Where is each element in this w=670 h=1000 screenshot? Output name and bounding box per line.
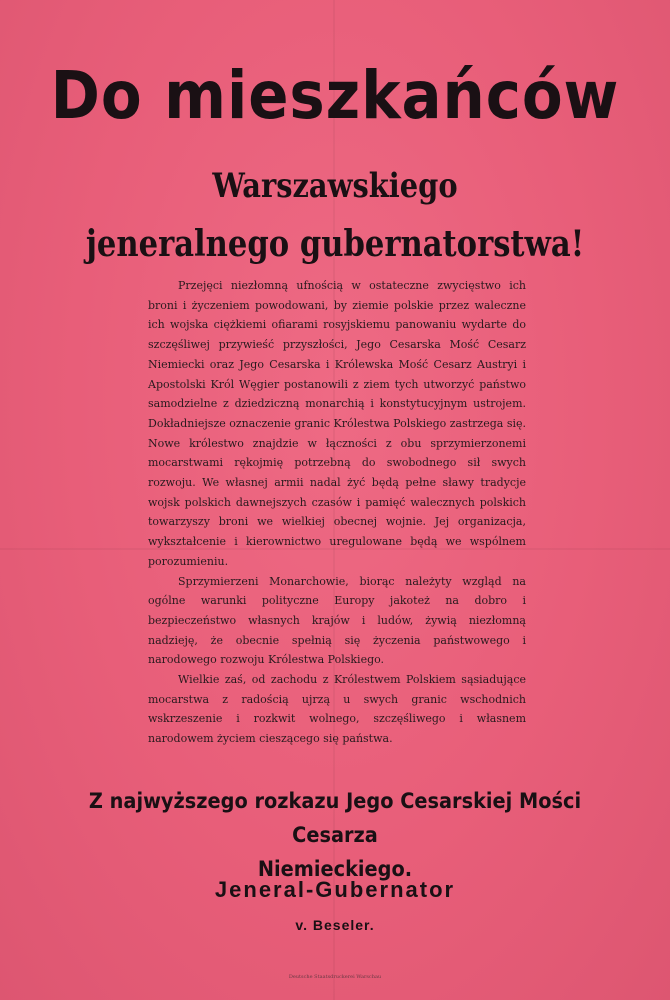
poster-subtitle-line1: Warszawskiego (212, 166, 458, 206)
signature-name: v. Beseler. (295, 917, 375, 933)
decree-line-1: Z najwyższego rozkazu Jego Cesarskiej Mości Cesarza (88, 789, 582, 847)
poster-title: Do mieszkańców (50, 57, 620, 134)
decree-line-2: Niemieckiego. (257, 857, 413, 881)
body-paragraph-3: Wielkie zaś, od zachodu z Królestwem Polskiem sąsiadujące mocarstwa z radością ujrzą u swych granic wschodnich wskrzeszenie i rozkwit wolnego, szczęśliwego i własnem narodowem życiem cieszącego się państwa. (148, 673, 526, 746)
body-paragraph-1: Przejęci niezłomną ufnością w ostateczne zwycięstwo ich broni i życzeniem powodowani, by ziemie polskie przez waleczne ich wojska ciężkiemi ofiarami rosyjskiemu panowaniu wydarte do szczęśliwej przywieść przyszłości, Jego Cesarska Mość Cesarz Niemiecki oraz Jego Cesarska i Królewska Mość Cesarz Austryi i Apostolski Król Węgier postanowili z ziem tych utworzyć państwo samodzielne z dziedziczną monarchią i konstytucyjnym ustrojem. Dokładniejsze oznaczenie granic Królestwa Polskiego zastrzega się. Nowe królestwo znajdzie w łączności z obu sprzymierzonemi mocarstwami rękojmię potrzebną do swobodnego sił swych rozwoju. We własnej armii nadal żyć będą pełne sławy tradycje wojsk polskich dawnejszych czasów i pamięć walecznych polskich towarzyszy broni we wielkiej obecnej wojnie. Jej organizacja, wykształcenie i kierownictwo uregulowane będą we wspólnem porozumieniu. (148, 279, 527, 568)
proclamation-body (148, 276, 526, 749)
decree-statement (45, 784, 625, 886)
poster-subtitle-line2: jeneralnego gubernatorstwa! (85, 223, 585, 265)
signature-title: Jeneral-Gubernator (214, 877, 456, 902)
body-paragraph-2: Sprzymierzeni Monarchowie, biorąc należyty wzgląd na ogólne warunki polityczne Europy jakoteż na dobro i bezpieczeństwo własnych krajów i ludów, żywią niezłomną nadzieję, że obecnie spełnią się życzenia państwowego i narodowego rozwoju Królestwa Polskiego. (148, 574, 526, 667)
printer-note: Deutsche Staatsdruckerei Warschau (288, 974, 382, 980)
